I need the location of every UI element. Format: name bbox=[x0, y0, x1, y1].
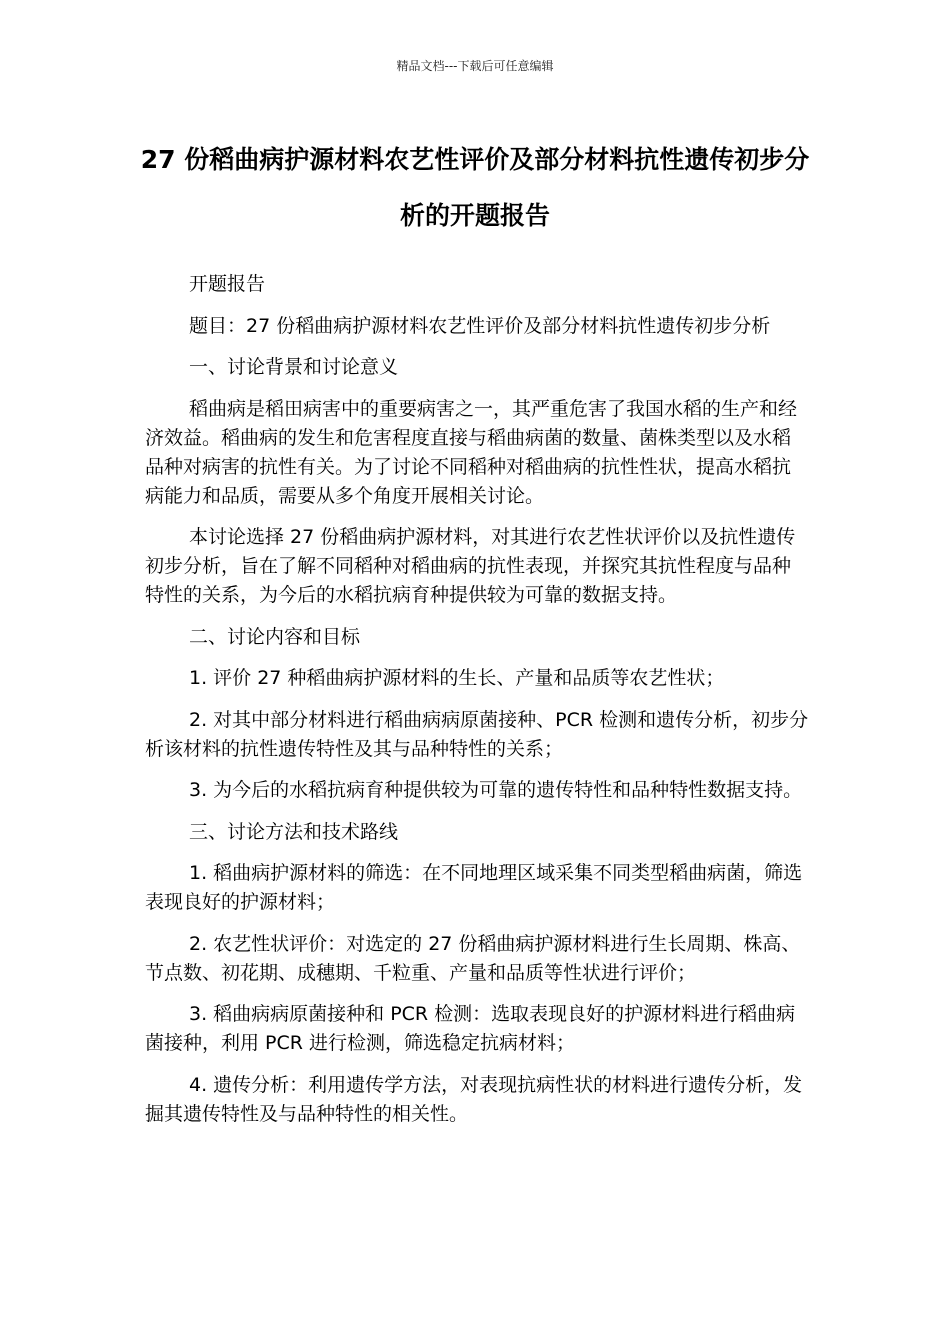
content-item-2: 2. 对其中部分材料进行稻曲病病原菌接种、PCR 检测和遗传分析，初步分析该材料的抗性遗传特性及其与品种特性的关系； bbox=[145, 708, 809, 760]
header-note: 精品文档---下载后可任意编辑 bbox=[396, 59, 554, 73]
content-item-3: 3. 为今后的水稻抗病育种提供较为可靠的遗传特性和品种特性数据支持。 bbox=[189, 779, 803, 801]
content-item-1: 1. 评价 27 种稻曲病护源材料的生长、产量和品质等农艺性状； bbox=[189, 667, 725, 689]
document-title: 27 份稻曲病护源材料农艺性评价及部分材料抗性遗传初步分析的开题报告 bbox=[140, 145, 810, 230]
method-item-4: 4. 遗传分析：利用遗传学方法，对表现抗病性状的材料进行遗传分析，发掘其遗传特性及与品种特性的相关性。 bbox=[145, 1073, 803, 1125]
section-heading-background: 一、讨论背景和讨论意义 bbox=[189, 356, 399, 378]
topic-paragraph: 题目：27 份稻曲病护源材料农艺性评价及部分材料抗性遗传初步分析 bbox=[189, 314, 771, 337]
section-heading-methods: 三、讨论方法和技术路线 bbox=[189, 820, 399, 843]
report-label: 开题报告 bbox=[189, 273, 266, 295]
section-heading-content: 二、讨论内容和目标 bbox=[189, 625, 361, 648]
method-item-2: 2. 农艺性状评价：对选定的 27 份稻曲病护源材料进行生长周期、株高、节点数、初花期、成穗期、千粒重、产量和品质等性状进行评价； bbox=[145, 932, 801, 984]
method-item-1: 1. 稻曲病护源材料的筛选：在不同地理区域采集不同类型稻曲病菌，筛选表现良好的护源材料； bbox=[145, 862, 803, 913]
background-paragraph-2: 本讨论选择 27 份稻曲病护源材料，对其进行农艺性状评价以及抗性遗传初步分析，旨在了解不同稻种对稻曲病的抗性表现，并探究其抗性程度与品种特性的关系，为今后的水稻抗病育种提供较为可靠的数据支持。 bbox=[145, 526, 796, 606]
document-body bbox=[145, 270, 809, 1141]
method-item-3: 3. 稻曲病病原菌接种和 PCR 检测：选取表现良好的护源材料进行稻曲病菌接种，利用 PCR 进行检测，筛选稳定抗病材料； bbox=[145, 1003, 796, 1054]
background-paragraph-1: 稻曲病是稻田病害中的重要病害之一，其严重危害了我国水稻的生产和经济效益。稻曲病的发生和危害程度直接与稻曲病菌的数量、菌株类型以及水稻品种对病害的抗性有关。为了讨论不同稻种对稻曲病的抗性性状，提高水稻抗病能力和品质，需要从多个角度开展相关讨论。 bbox=[145, 397, 798, 507]
